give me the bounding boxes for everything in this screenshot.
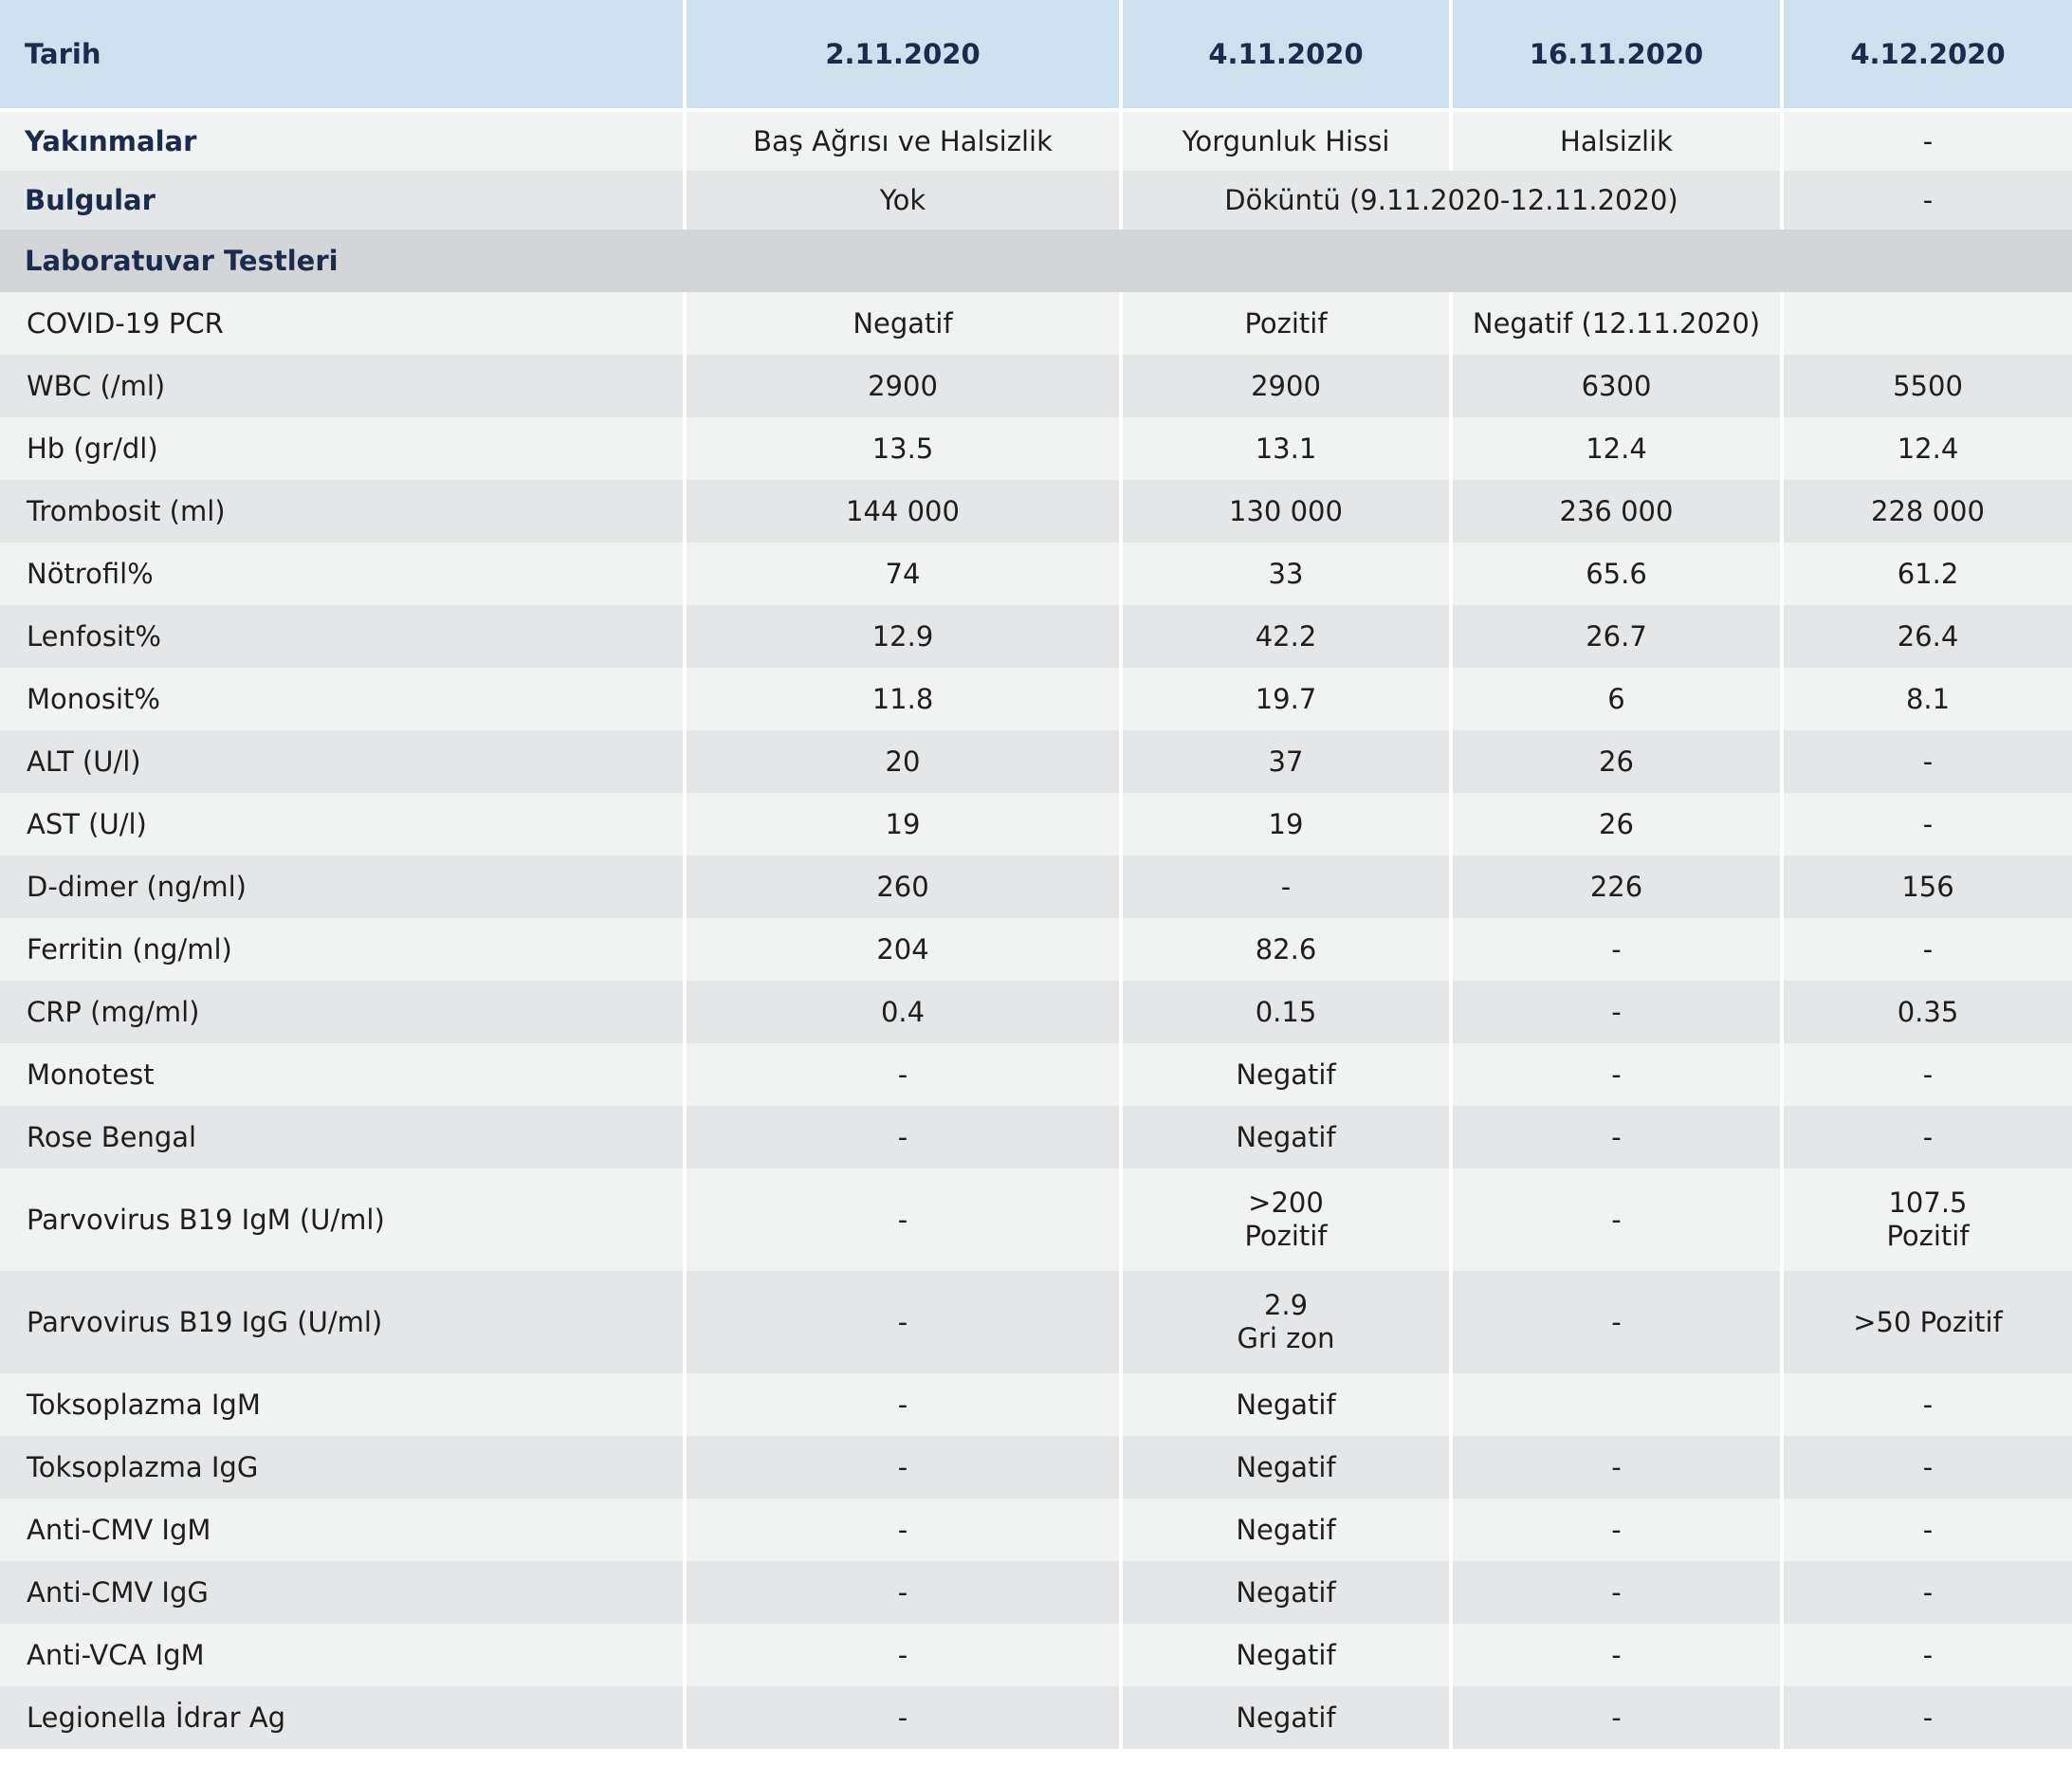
row-value: - <box>1451 1686 1782 1749</box>
row-value: - <box>1782 730 2072 793</box>
row-value: 228 000 <box>1782 480 2072 543</box>
row-label: Lenfosit% <box>0 605 685 668</box>
row-value: Negatif <box>1121 1561 1451 1624</box>
row-value: 204 <box>685 918 1121 981</box>
row-value: - <box>685 1373 1121 1436</box>
row-value: - <box>1121 855 1451 918</box>
row-value: Negatif (12.11.2020) <box>1451 292 1782 355</box>
row-value: - <box>685 1624 1121 1686</box>
row-value: - <box>1782 1436 2072 1499</box>
row-label: Anti-VCA IgM <box>0 1624 685 1686</box>
row-value: 0.15 <box>1121 981 1451 1043</box>
row-value: 2900 <box>685 355 1121 417</box>
table-row <box>0 730 2072 793</box>
row-value: 19 <box>685 793 1121 855</box>
row-value: 156 <box>1782 855 2072 918</box>
section-row <box>0 230 2072 292</box>
row-value: Pozitif <box>1121 292 1451 355</box>
row-value: - <box>1451 981 1782 1043</box>
row-value: Negatif <box>1121 1106 1451 1168</box>
row-label: CRP (mg/ml) <box>0 981 685 1043</box>
row-value: 144 000 <box>685 480 1121 543</box>
row-value: - <box>685 1168 1121 1271</box>
row-value: - <box>1782 1106 2072 1168</box>
row-label: Monotest <box>0 1043 685 1106</box>
row-value: 26 <box>1451 793 1782 855</box>
row-label: D-dimer (ng/ml) <box>0 855 685 918</box>
row-value: - <box>1782 918 2072 981</box>
row-value: - <box>685 1499 1121 1561</box>
row-value: - <box>1782 1499 2072 1561</box>
row-value: 260 <box>685 855 1121 918</box>
row-value: - <box>1451 1106 1782 1168</box>
table-row <box>0 918 2072 981</box>
header-date: 4.12.2020 <box>1782 0 2072 110</box>
table-row <box>0 1106 2072 1168</box>
row-value: 82.6 <box>1121 918 1451 981</box>
row-value: 226 <box>1451 855 1782 918</box>
row-value: 74 <box>685 543 1121 605</box>
row-label: Legionella İdrar Ag <box>0 1686 685 1749</box>
row-value: 26.7 <box>1451 605 1782 668</box>
row-label: Ferritin (ng/ml) <box>0 918 685 981</box>
row-value: 0.35 <box>1782 981 2072 1043</box>
row-value: 13.1 <box>1121 417 1451 480</box>
findings-row <box>0 171 2072 230</box>
section-title: Laboratuvar Testleri <box>0 230 2072 292</box>
header-date: 4.11.2020 <box>1121 0 1451 110</box>
table-row <box>0 793 2072 855</box>
row-value: Negatif <box>1121 1499 1451 1561</box>
table-row <box>0 1686 2072 1749</box>
row-value: - <box>685 1436 1121 1499</box>
row-label: Trombosit (ml) <box>0 480 685 543</box>
row-value: 6 <box>1451 668 1782 730</box>
row-value: - <box>685 1106 1121 1168</box>
row-value: 26 <box>1451 730 1782 793</box>
row-value: 65.6 <box>1451 543 1782 605</box>
row-value: Negatif <box>1121 1624 1451 1686</box>
row-value: - <box>1451 1499 1782 1561</box>
row-label: Anti-CMV IgM <box>0 1499 685 1561</box>
row-value: - <box>1451 1436 1782 1499</box>
row-value: 6300 <box>1451 355 1782 417</box>
row-value: - <box>1451 1271 1782 1373</box>
header-date: 2.11.2020 <box>685 0 1121 110</box>
row-value: 19.7 <box>1121 668 1451 730</box>
row-value: Halsizlik <box>1451 110 1782 171</box>
row-label: Nötrofil% <box>0 543 685 605</box>
table-row <box>0 855 2072 918</box>
row-label: Bulgular <box>0 171 685 230</box>
row-value: - <box>685 1686 1121 1749</box>
table-row <box>0 543 2072 605</box>
row-value: Yok <box>685 171 1121 230</box>
row-value: - <box>1451 1561 1782 1624</box>
row-value: 107.5 Pozitif <box>1782 1168 2072 1271</box>
table-row <box>0 1271 2072 1373</box>
row-value: 236 000 <box>1451 480 1782 543</box>
table-row <box>0 668 2072 730</box>
row-label: Monosit% <box>0 668 685 730</box>
header-date: 16.11.2020 <box>1451 0 1782 110</box>
row-value: 12.4 <box>1782 417 2072 480</box>
header-row <box>0 0 2072 110</box>
table-row <box>0 355 2072 417</box>
row-value: - <box>1782 1043 2072 1106</box>
row-value: >50 Pozitif <box>1782 1271 2072 1373</box>
row-value: 8.1 <box>1782 668 2072 730</box>
table-row <box>0 1624 2072 1686</box>
row-label: ALT (U/l) <box>0 730 685 793</box>
row-label: Parvovirus B19 IgM (U/ml) <box>0 1168 685 1271</box>
row-value: Negatif <box>1121 1436 1451 1499</box>
row-label: Rose Bengal <box>0 1106 685 1168</box>
header-label: Tarih <box>0 0 685 110</box>
row-label: COVID-19 PCR <box>0 292 685 355</box>
row-value: - <box>1782 1686 2072 1749</box>
row-value: 12.9 <box>685 605 1121 668</box>
row-value: 61.2 <box>1782 543 2072 605</box>
row-value <box>1782 292 2072 355</box>
row-value: Yorgunluk Hissi <box>1121 110 1451 171</box>
row-value: - <box>1782 171 2072 230</box>
table-row <box>0 981 2072 1043</box>
row-label: WBC (/ml) <box>0 355 685 417</box>
row-value: - <box>1451 1624 1782 1686</box>
table-row <box>0 1373 2072 1436</box>
complaints-row <box>0 110 2072 171</box>
row-value: - <box>1782 793 2072 855</box>
table-row <box>0 1499 2072 1561</box>
row-value: - <box>685 1271 1121 1373</box>
row-value: 37 <box>1121 730 1451 793</box>
table-row <box>0 1561 2072 1624</box>
row-value: 130 000 <box>1121 480 1451 543</box>
row-value: 26.4 <box>1782 605 2072 668</box>
table-row <box>0 480 2072 543</box>
row-value: - <box>1782 1561 2072 1624</box>
row-value-merged: Döküntü (9.11.2020-12.11.2020) <box>1121 171 1782 230</box>
row-value: Negatif <box>685 292 1121 355</box>
row-value: - <box>685 1043 1121 1106</box>
row-value: 42.2 <box>1121 605 1451 668</box>
row-label: Anti-CMV IgG <box>0 1561 685 1624</box>
row-value: 0.4 <box>685 981 1121 1043</box>
table-row <box>0 1436 2072 1499</box>
row-value: - <box>685 1561 1121 1624</box>
row-value: - <box>1782 1373 2072 1436</box>
row-value: - <box>1782 1624 2072 1686</box>
row-label: AST (U/l) <box>0 793 685 855</box>
row-value: >200 Pozitif <box>1121 1168 1451 1271</box>
table-row <box>0 1043 2072 1106</box>
row-label: Toksoplazma IgG <box>0 1436 685 1499</box>
row-value: 12.4 <box>1451 417 1782 480</box>
row-value: - <box>1782 110 2072 171</box>
row-value: - <box>1451 1043 1782 1106</box>
row-value: 13.5 <box>685 417 1121 480</box>
table-row <box>0 417 2072 480</box>
row-value: Negatif <box>1121 1373 1451 1436</box>
row-label: Hb (gr/dl) <box>0 417 685 480</box>
row-value: 19 <box>1121 793 1451 855</box>
row-label: Yakınmalar <box>0 110 685 171</box>
row-value: 2.9 Gri zon <box>1121 1271 1451 1373</box>
row-value: 33 <box>1121 543 1451 605</box>
row-value: 5500 <box>1782 355 2072 417</box>
row-value: - <box>1451 918 1782 981</box>
table-row <box>0 605 2072 668</box>
row-label: Toksoplazma IgM <box>0 1373 685 1436</box>
row-value: - <box>1451 1168 1782 1271</box>
row-label: Parvovirus B19 IgG (U/ml) <box>0 1271 685 1373</box>
table-row <box>0 1168 2072 1271</box>
row-value <box>1451 1373 1782 1436</box>
row-value: Negatif <box>1121 1043 1451 1106</box>
table-row <box>0 292 2072 355</box>
row-value: 20 <box>685 730 1121 793</box>
row-value: 11.8 <box>685 668 1121 730</box>
row-value: 2900 <box>1121 355 1451 417</box>
row-value: Negatif <box>1121 1686 1451 1749</box>
row-value: Baş Ağrısı ve Halsizlik <box>685 110 1121 171</box>
